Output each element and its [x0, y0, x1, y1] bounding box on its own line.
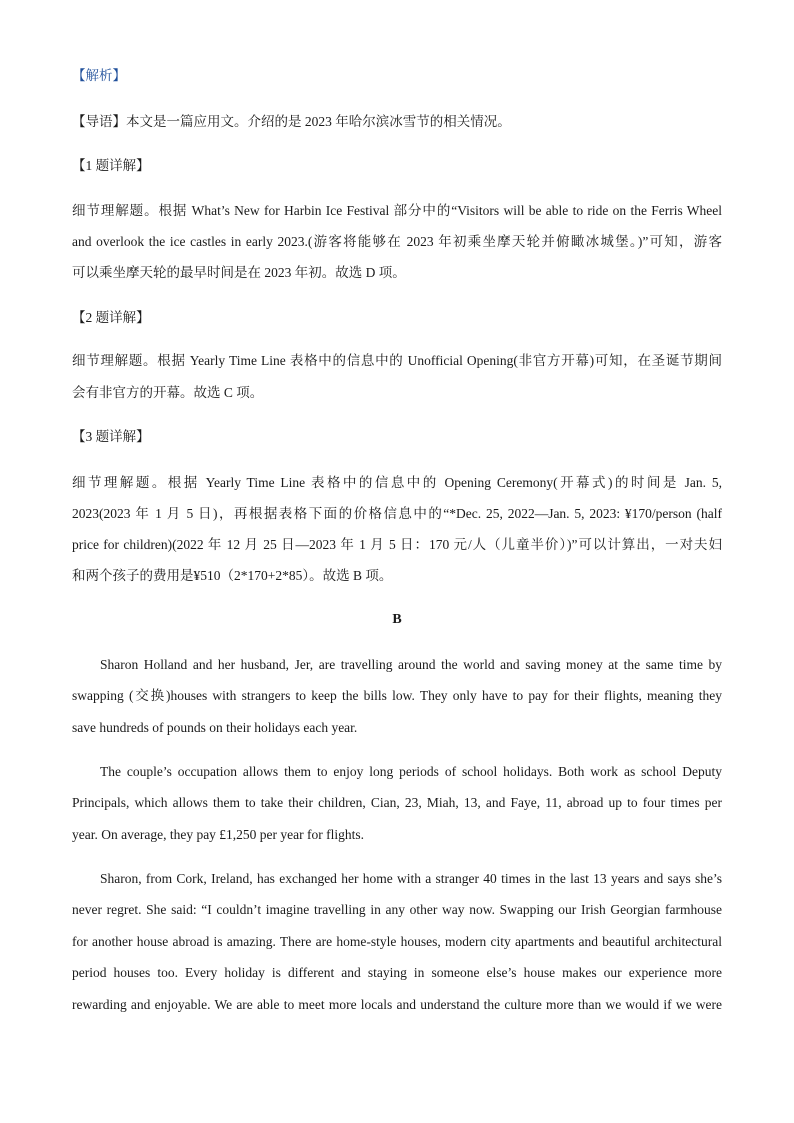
passage-p3-line: Sharon, from Cork, Ireland, has exchanged her home with a stranger 40 times in the last 13 years and says she’s	[100, 871, 722, 886]
guide-text: 【导语】本文是一篇应用文。介绍的是 2023 年哈尔滨冰雪节的相关情况。	[72, 114, 511, 129]
passage-p2-line: The couple’s occupation allows them to enjoy long periods of school holidays. Both work as school Deputy	[100, 764, 722, 779]
q2-line: 细节理解题。根据 Yearly Time Line 表格中的信息中的 Unofficial Opening(非官方开幕)可知，在圣诞节期间	[72, 353, 722, 368]
passage-label: B	[392, 612, 402, 627]
q2-line: 会有非官方的开幕。故选 C 项。	[72, 385, 264, 400]
q2-title: 【2 题详解】	[72, 310, 150, 325]
passage-p1-line: save hundreds of pounds on their holidays each year.	[72, 720, 358, 735]
passage-p1-line: swapping (交换)houses with strangers to keep the bills low. They only have to pay for their flights, meaning they	[72, 688, 722, 703]
passage-p1-line: Sharon Holland and her husband, Jer, are travelling around the world and saving money at the same time by	[100, 657, 722, 672]
q3-title: 【3 题详解】	[72, 429, 150, 444]
q3-line: price for children)(2022 年 12 月 25 日—2023 年 1 月 5 日：170 元/人（儿童半价）)”可以计算出，一对夫妇	[72, 537, 722, 552]
passage-p2-line: year. On average, they pay £1,250 per year for flights.	[72, 827, 365, 842]
passage-p2-line: Principals, which allows them to take their children, Cian, 23, Miah, 13, and Faye, 11, abroad up to four times per	[72, 795, 722, 810]
q1-line: and overlook the ice castles in early 2023.(游客将能够在 2023 年初乘坐摩天轮并俯瞰冰城堡。)”可知，游客	[72, 234, 722, 249]
passage-p3-line: rewarding and enjoyable. We are able to meet more locals and understand the culture more than we would if we were	[72, 997, 722, 1012]
q1-line: 可以乘坐摩天轮的最早时间是在 2023 年初。故选 D 项。	[72, 265, 406, 280]
q1-line: 细节理解题。根据 What’s New for Harbin Ice Festival 部分中的“Visitors will be able to ride on the Ferris Wheel	[72, 203, 722, 218]
passage-p3-line: never regret. She said: “I couldn’t imagine travelling in any other way now. Swapping our Irish Georgian farmhouse	[72, 902, 722, 917]
q3-line: 2023(2023 年 1 月 5 日)，再根据表格下面的价格信息中的“*Dec. 25, 2022—Jan. 5, 2023: ¥170/person (half	[72, 506, 722, 521]
analysis-title: 【解析】	[72, 68, 126, 83]
q3-line: 和两个孩子的费用是¥510（2*170+2*85）。故选 B 项。	[72, 568, 393, 583]
q3-line: 细节理解题。根据 Yearly Time Line 表格中的信息中的 Opening Ceremony(开幕式)的时间是 Jan. 5,	[72, 475, 722, 490]
q1-title: 【1 题详解】	[72, 158, 150, 173]
passage-p3-line: for another house abroad is amazing. There are home-style houses, modern city apartments and beautiful architectural	[72, 934, 722, 949]
passage-p3-line: period houses too. Every holiday is different and staying in someone else’s house makes our experience more	[72, 965, 722, 980]
